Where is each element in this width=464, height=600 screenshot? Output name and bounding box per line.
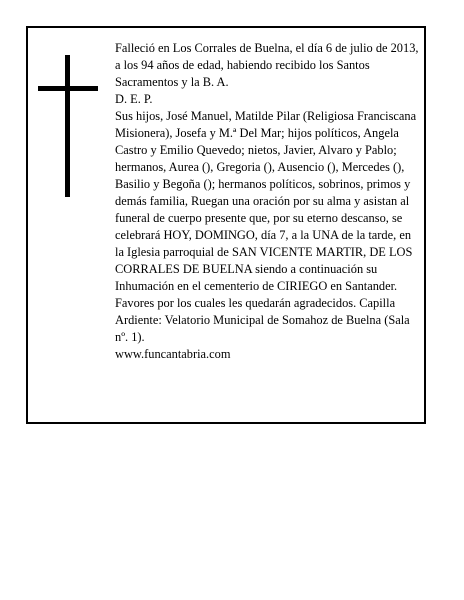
cross-vertical-bar: [65, 55, 70, 197]
obituary-text: [115, 40, 421, 363]
cross-horizontal-bar: [38, 86, 98, 91]
family-and-funeral-details: Sus hijos, José Manuel, Matilde Pilar (Religiosa Franciscana Misionera), Josefa y M.ª Del Mar; hijos políticos, Angela Castro y Emilio Quevedo; nietos, Javier, Alvaro y Pablo; hermanos, Aurea (), Gregoria (), Ausencio (), Mercedes (), Basilio y Begoña (); hermanos políticos, sobrinos, primos y demás familia, Ruegan una oración por su alma y asistan al funeral de cuerpo presente que, por su eterno descanso, se celebrará HOY, DOMINGO, día 7, a la UNA de la tarde, en la Iglesia parroquial de SAN VICENTE MARTIR, DE LOS CORRALES DE BUELNA siendo a continuación su Inhumación en el cementerio de CIRIEGO en Santander. Favores por los cuales les quedarán agradecidos. Capilla Ardiente: Velatorio Municipal de Somahoz de Buelna (Sala nº. 1).: [115, 109, 417, 344]
obituary-notice: [26, 26, 426, 424]
death-announcement: Falleció en Los Corrales de Buelna, el día 6 de julio de 2013, a los 94 años de edad, habiendo recibido los Santos Sacramentos y la B. A.: [115, 41, 419, 89]
website-text: www.funcantabria.com: [115, 347, 231, 361]
cross-icon: [38, 55, 98, 197]
rip-line: D. E. P.: [115, 92, 153, 106]
